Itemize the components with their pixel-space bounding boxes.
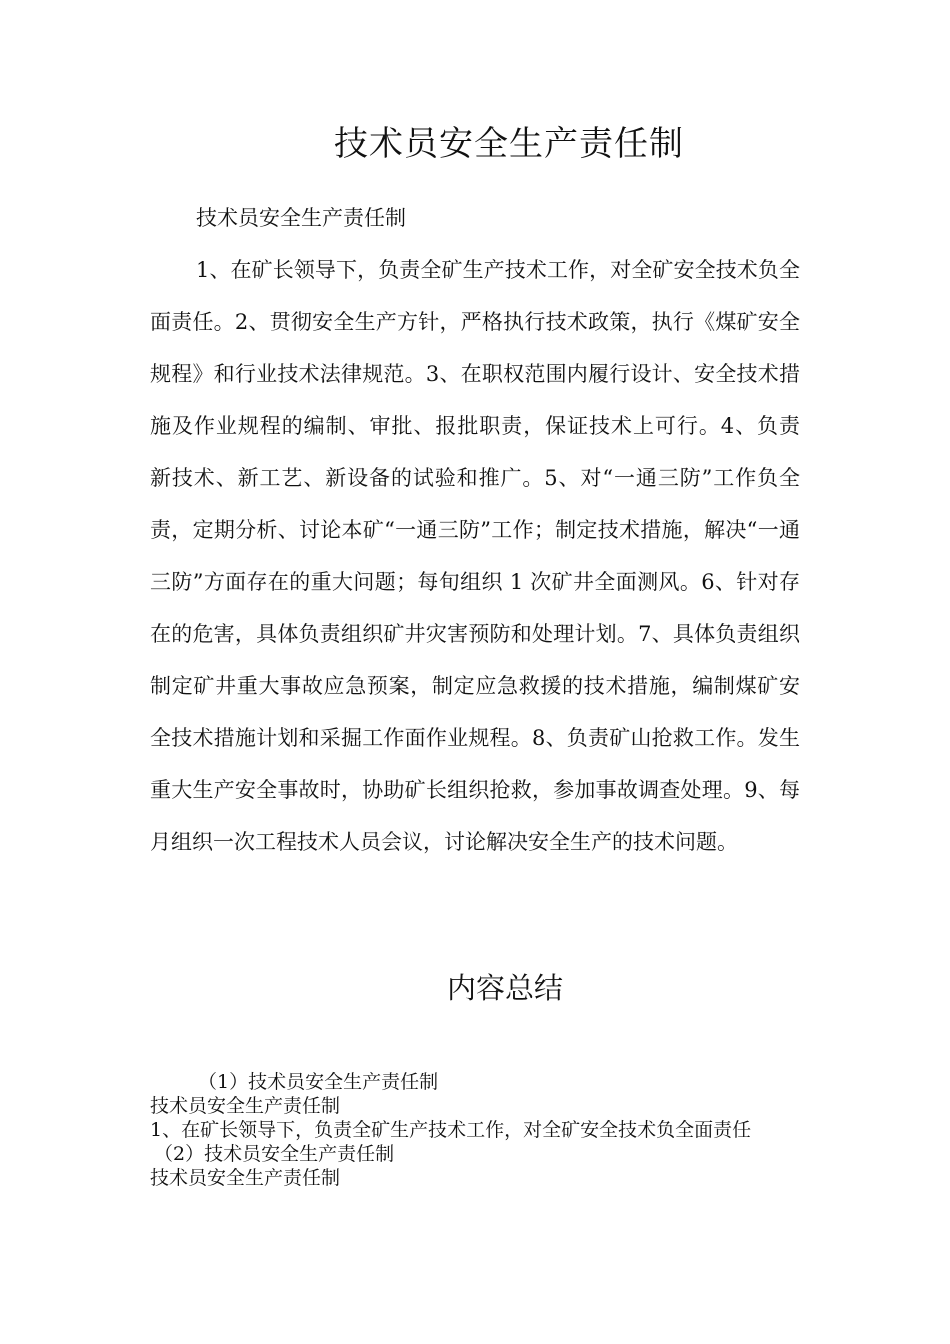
summary-title: 内容总结 bbox=[446, 971, 563, 1005]
document-body bbox=[150, 192, 800, 868]
responsibility-paragraph: 1、在矿长领导下，负责全矿生产技术工作，对全矿安全技术负全面责任。2、贯彻安全生产方针，严格执行技术政策，执行《煤矿安全规程》和行业技术法律规范。3、在职权范围内履行设计、安全技术措施及作业规程的编制、审批、报批职责，保证技术上可行。4、负责 新技术、新工艺、新设备的试验和推广。5、对“一通三防”工作负全责，定期分析、讨论本矿“一通三防”工作；制定技术措施，解决“一通三防”方面存在的重大问题；每旬组织 1 次矿井全面测风。6、针对存在的危害，具体负责组织矿井灾害预防和处理计划。7、具体负责组织制定矿井重大事故应急预案，制定应急救援的技术措施，编制煤矿安全技术措施计划和采掘工作面作业规程。8、负责矿山抢救工作。发生重大生产安全事故时，协助矿长组织抢救，参加事故调查处理。9、每月组织一次工程技术人员会议，讨论解决安全生产的技术问题。 bbox=[150, 258, 800, 854]
summary-line: （1）技术员安全生产责任制 bbox=[198, 1071, 439, 1093]
summary-line: 技术员安全生产责任制 bbox=[150, 1095, 341, 1117]
summary-line: 1、在矿长领导下，负责全矿生产技术工作，对全矿安全技术负全面责任 bbox=[150, 1119, 752, 1141]
document-title: 技术员安全生产责任制 bbox=[334, 124, 684, 164]
summary-line: （2）技术员安全生产责任制 bbox=[154, 1143, 395, 1165]
document-subtitle: 技术员安全生产责任制 bbox=[196, 206, 406, 230]
summary-section bbox=[150, 1070, 800, 1190]
summary-line: 技术员安全生产责任制 bbox=[150, 1167, 341, 1189]
